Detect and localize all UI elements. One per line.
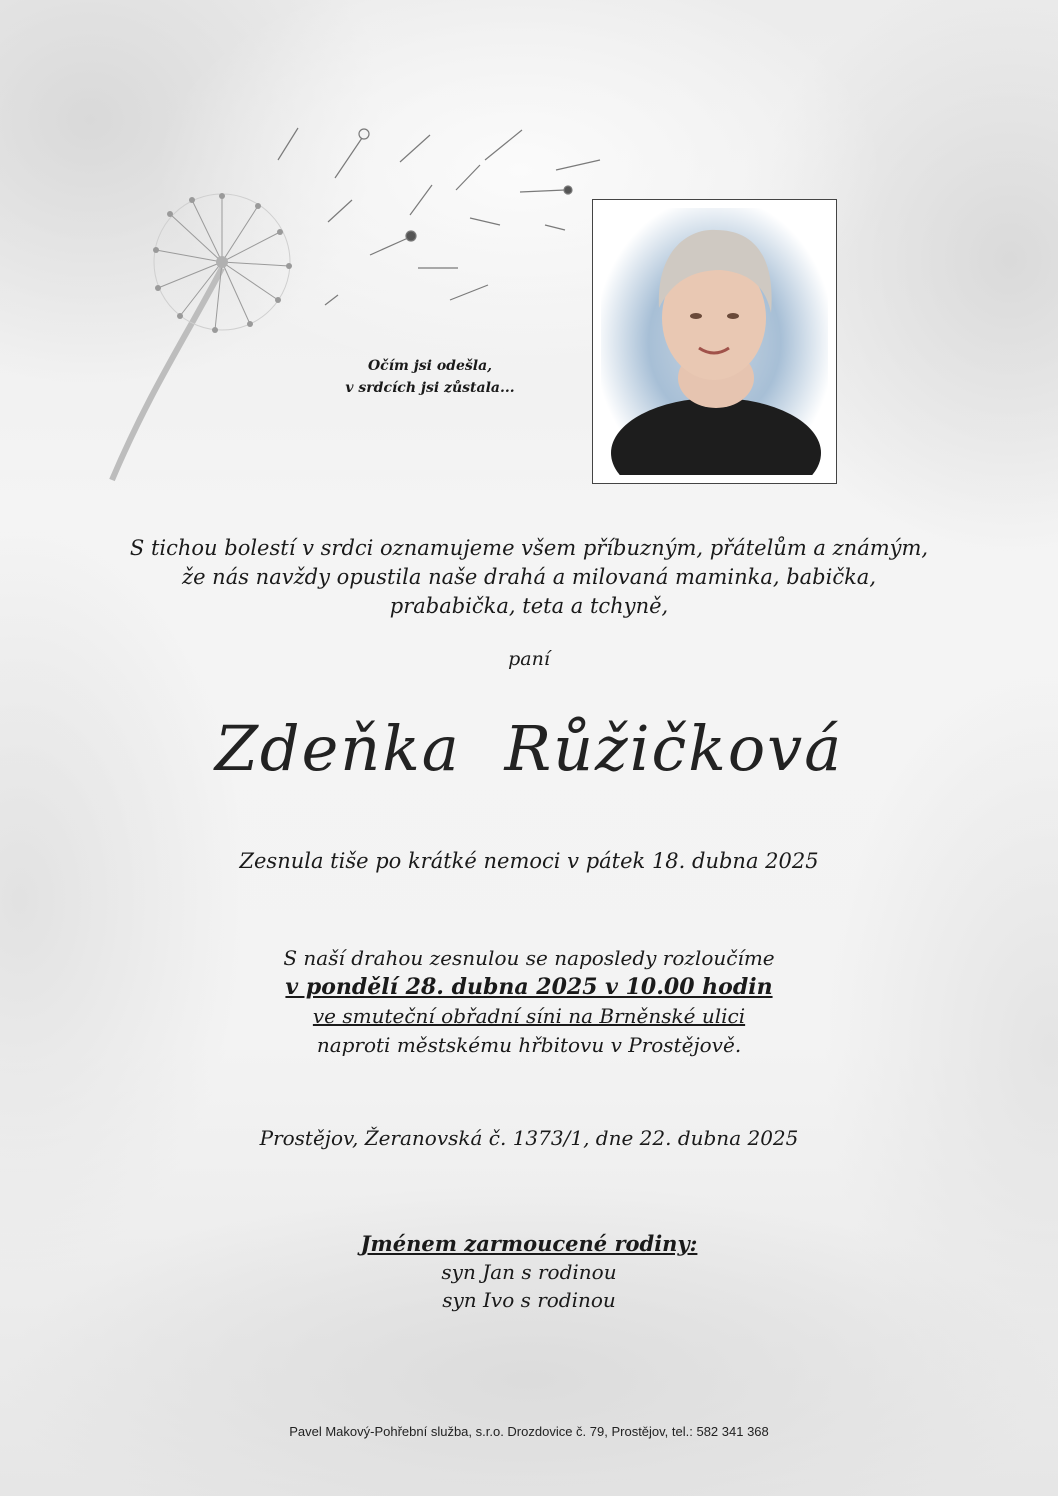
ceremony-place: ve smuteční obřadní síni na Brněnské ulici	[312, 1004, 746, 1028]
salutation: paní	[508, 648, 550, 670]
portrait-frame	[592, 199, 837, 484]
farewell-info	[0, 944, 1058, 1060]
death-notice: Zesnula tiše po krátké nemoci v pátek 18. dubna 2025	[239, 849, 819, 873]
announcement-text	[0, 534, 1058, 621]
funeral-service-footer: Pavel Makový-Pohřební služba, s.r.o. Drozdovice č. 79, Prostějov, tel.: 582 341 368	[289, 1424, 769, 1439]
dateline: Prostějov, Žeranovská č. 1373/1, dne 22. dubna 2025	[259, 1126, 799, 1150]
deceased-name: Zdeňka Růžičková	[214, 712, 844, 785]
motto-verse	[340, 355, 520, 399]
portrait-photo	[601, 208, 828, 475]
announcement-line-3: prababička, teta a tchyně,	[389, 594, 669, 618]
announcement-line-1: S tichou bolestí v srdci oznamujeme všem příbuzným, přátelům a známým,	[129, 536, 929, 560]
ceremony-date: v pondělí 28. dubna 2025 v 10.00 hodin	[285, 974, 773, 1000]
farewell-line: S naší drahou zesnulou se naposledy rozloučíme	[283, 946, 775, 970]
family-heading: Jménem zarmoucené rodiny:	[360, 1231, 698, 1256]
motto-line-1: Očím jsi odešla,	[367, 358, 493, 374]
dandelion-illustration	[0, 0, 1058, 520]
family-signature	[0, 1230, 1058, 1314]
family-member: syn Jan s rodinou	[441, 1260, 617, 1284]
motto-line-2: v srdcích jsi zůstala...	[345, 380, 515, 396]
announcement-line-2: že nás navždy opustila naše drahá a milovaná maminka, babička,	[182, 565, 876, 589]
portrait-figure	[601, 208, 828, 475]
ceremony-location-note: naproti městskému hřbitovu v Prostějově.	[316, 1033, 742, 1057]
family-member: syn Ivo s rodinou	[442, 1288, 616, 1312]
